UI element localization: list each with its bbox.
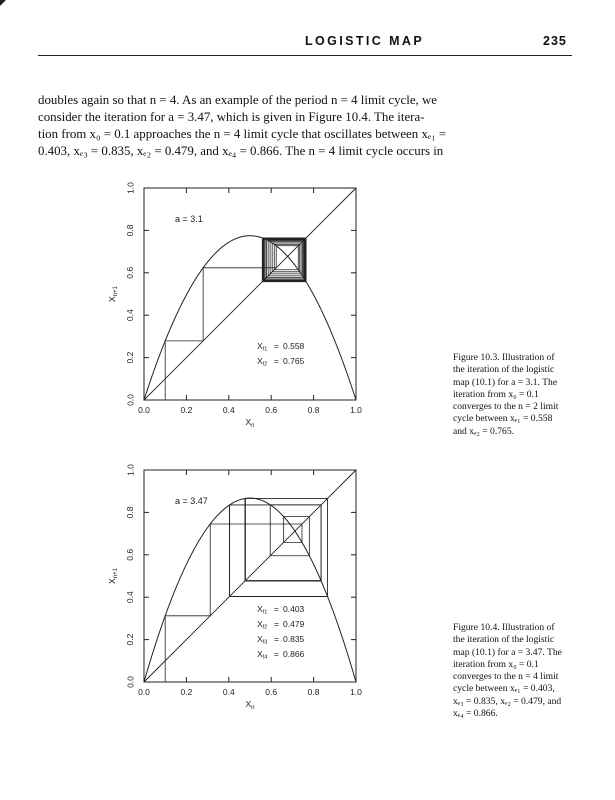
- caption-line: converges to the n = 4 limit: [453, 671, 559, 683]
- fixed-point-label: Xf2: [257, 356, 268, 368]
- figure-10-3-chart: [100, 176, 380, 446]
- caption-line: xₑ₄ = 0.866.: [453, 708, 498, 720]
- page-number: 235: [543, 34, 567, 48]
- fixed-point-equals: =: [274, 634, 279, 645]
- x-tick-label: 0.8: [307, 405, 320, 415]
- y-tick-label: 0.2: [125, 633, 136, 646]
- y-tick-label: 0.0: [125, 676, 136, 688]
- body-line: doubles again so that n = 4. As an example of the period n = 4 limit cycle, we: [38, 93, 438, 107]
- y-tick-label: 0.0: [125, 394, 136, 406]
- caption-line: and xₑ₂ = 0.765.: [453, 425, 515, 437]
- y-tick-label: 0.8: [125, 506, 136, 519]
- caption-line: the iteration of the logistic: [453, 634, 555, 646]
- fixed-point-equals: =: [274, 604, 279, 615]
- x-tick-label: 0.2: [180, 687, 193, 697]
- caption-line: cycle between xₑ₁ = 0.558: [453, 413, 553, 425]
- fixed-point-label: Xf3: [257, 634, 268, 646]
- fixed-point-value: 0.866: [283, 649, 305, 660]
- figure-10-4-chart: [100, 458, 380, 728]
- x-tick-label: 0.4: [222, 687, 235, 697]
- x-tick-label: 0.0: [138, 405, 150, 415]
- y-tick-label: 1.0: [125, 464, 136, 476]
- running-head-title: LOGISTIC MAP: [305, 34, 425, 48]
- x-tick-label: 1.0: [350, 405, 362, 415]
- corner-mark: [0, 0, 6, 6]
- fixed-point-value: 0.558: [283, 341, 305, 352]
- x-axis-label: $X_n$: [245, 699, 255, 711]
- fixed-point-label: Xf2: [257, 619, 268, 631]
- y-axis-label: $X_{n+1}$: [107, 286, 119, 302]
- cobweb-path: [165, 238, 306, 400]
- fixed-point-value: 0.835: [283, 634, 305, 645]
- caption-line: the iteration of the logistic: [453, 364, 555, 376]
- fixed-point-equals: =: [274, 649, 279, 660]
- y-tick-label: 0.8: [125, 224, 136, 237]
- parameter-label: a = 3.47: [175, 496, 208, 506]
- fixed-point-label: Xf4: [257, 649, 268, 661]
- fixed-point-value: 0.479: [283, 619, 305, 630]
- fixed-point-value: 0.403: [283, 604, 305, 615]
- y-tick-label: 0.4: [125, 309, 136, 322]
- fixed-point-value: 0.765: [283, 356, 305, 367]
- body-paragraph: [38, 92, 447, 160]
- caption-line: Figure 10.4. Illustration of: [453, 622, 555, 633]
- figure-10-4-caption: [453, 622, 593, 720]
- caption-line: map (10.1) for a = 3.1. The: [453, 376, 558, 388]
- x-tick-label: 0.0: [138, 687, 150, 697]
- x-tick-label: 0.4: [222, 405, 235, 415]
- fixed-point-equals: =: [274, 356, 279, 367]
- figure-10-3-caption: [453, 352, 593, 438]
- y-tick-label: 0.2: [125, 351, 136, 364]
- x-axis-label: $X_n$: [245, 417, 255, 429]
- logistic-curve: [144, 498, 356, 682]
- x-tick-label: 1.0: [350, 687, 362, 697]
- header-rule: [38, 55, 572, 56]
- logistic-curve: [144, 236, 356, 400]
- body-line: 0.403, xₑ₃ = 0.835, xₑ₂ = 0.479, and xₑ₄ = 0.866. The n = 4 limit cycle occurs in: [38, 144, 444, 158]
- fixed-point-label: Xf1: [257, 604, 268, 616]
- caption-line: cycle between xₑ₁ = 0.403,: [453, 683, 555, 695]
- caption-line: iteration from x₀ = 0.1: [453, 388, 539, 400]
- fixed-point-equals: =: [274, 619, 279, 630]
- fixed-point-equals: =: [274, 341, 279, 352]
- x-tick-label: 0.6: [265, 405, 278, 415]
- x-tick-label: 0.2: [180, 405, 193, 415]
- y-tick-label: 0.4: [125, 591, 136, 604]
- parameter-label: a = 3.1: [175, 214, 203, 224]
- y-tick-label: 0.6: [125, 548, 136, 561]
- y-tick-label: 1.0: [125, 182, 136, 194]
- x-tick-label: 0.6: [265, 687, 278, 697]
- body-line: consider the iteration for a = 3.47, which is given in Figure 10.4. The itera-: [38, 110, 425, 124]
- y-tick-label: 0.6: [125, 266, 136, 279]
- caption-line: xₑ₃ = 0.835, xₑ₂ = 0.479, and: [453, 695, 562, 707]
- caption-line: Figure 10.3. Illustration of: [453, 352, 555, 363]
- body-line: tion from x₀ = 0.1 approaches the n = 4 limit cycle that oscillates between xₑ₁ =: [38, 127, 447, 141]
- caption-line: converges to the n = 2 limit: [453, 401, 559, 413]
- caption-line: iteration from x₀ = 0.1: [453, 658, 539, 670]
- x-tick-label: 0.8: [307, 687, 320, 697]
- y-axis-label: $X_{n+1}$: [107, 568, 119, 584]
- caption-line: map (10.1) for a = 3.47. The: [453, 646, 562, 658]
- fixed-point-label: Xf1: [257, 341, 268, 353]
